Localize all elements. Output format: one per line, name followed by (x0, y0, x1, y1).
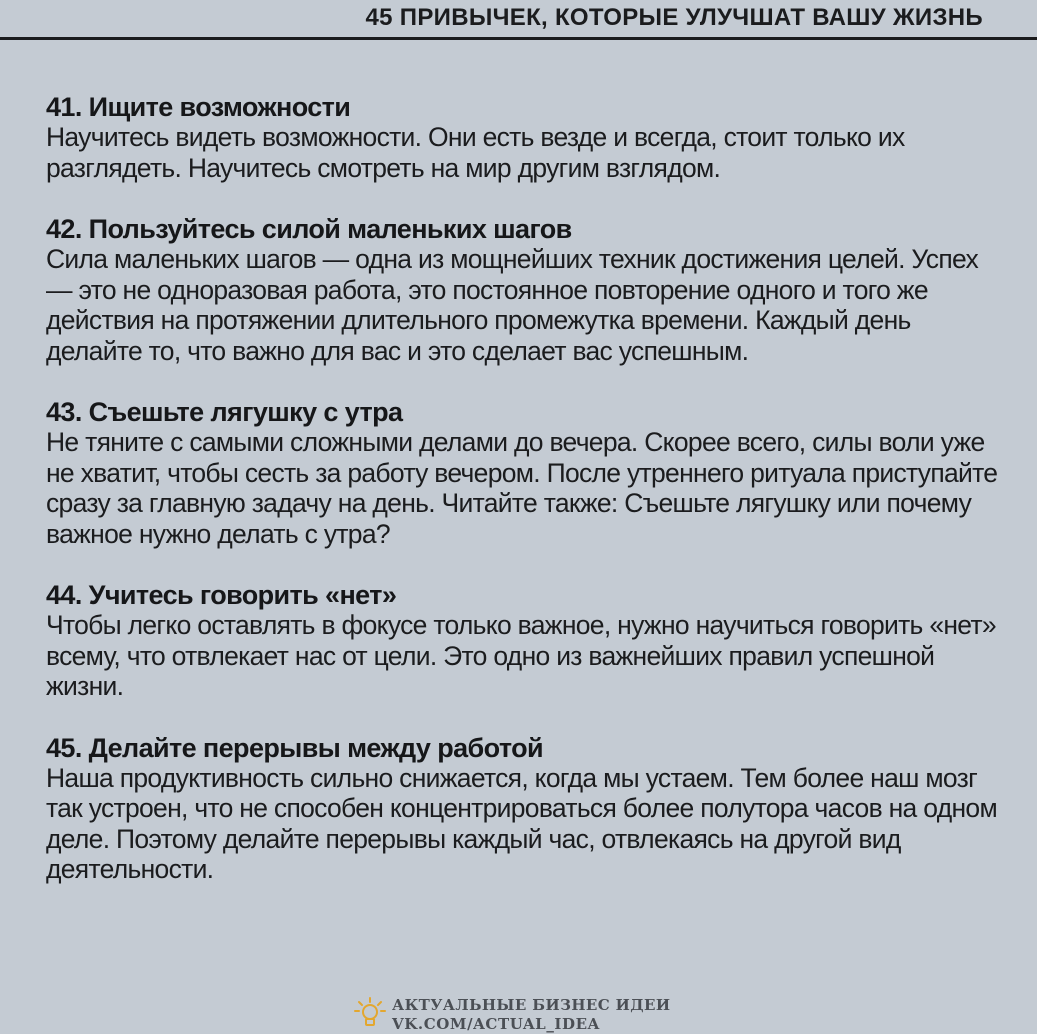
habit-item-45 (46, 733, 1006, 885)
habit-description: Сила маленьких шагов — одна из мощнейших техник достижения целей. Успех — это не одноразовая работа, это постоянное повторение одного и того же действия на протяжении длительного промежутка времени. Каждый день делайте то, что важно для вас и это сделает вас успешным. (46, 244, 978, 366)
habit-item-44 (46, 580, 1006, 702)
lightbulb-icon (354, 996, 386, 1028)
footer-watermark (354, 996, 670, 1034)
habit-description: Наша продуктивность сильно снижается, когда мы устаем. Тем более наш мозг так устроен, что не способен концентрироваться более полутора часов на одном деле. Поэтому делайте перерывы каждый час, отвлекаясь на другой вид деятельности. (46, 762, 997, 884)
habit-item-41 (46, 92, 1006, 183)
habit-description: Не тяните с самыми сложными делами до вечера. Скорее всего, силы воли уже не хватит, чтобы сесть за работу вечером. После утреннего ритуала приступайте сразу за главную задачу на день. Читайте также: Съешьте лягушку или почему важное нужно делать с утра? (46, 427, 998, 549)
habit-description: Научитесь видеть возможности. Они есть везде и всегда, стоит только их разглядеть. Научитесь смотреть на мир другим взглядом. (46, 122, 905, 183)
habit-item-42 (46, 214, 1006, 366)
habit-item-43 (46, 397, 1006, 549)
habit-description: Чтобы легко оставлять в фокусе только важное, нужно научиться говорить «нет» всему, что отвлекает нас от цели. Это одно из важнейших правил успешной жизни. (46, 610, 996, 701)
habits-list (46, 92, 1006, 916)
header-divider (0, 37, 1037, 40)
page-title: 45 ПРИВЫЧЕК, КОТОРЫЕ УЛУЧШАТ ВАШУ ЖИЗНЬ (365, 4, 983, 31)
habit-title: 41. Ищите возможности (46, 92, 351, 122)
footer-brand: АКТУАЛЬНЫЕ БИЗНЕС ИДЕИ (392, 996, 671, 1014)
habit-title: 43. Съешьте лягушку с утра (46, 397, 403, 427)
habit-title: 44. Учитесь говорить «нет» (46, 580, 397, 610)
footer-url: VK.COM/ACTUAL_IDEA (392, 1015, 600, 1033)
habit-title: 45. Делайте перерывы между работой (46, 732, 543, 763)
habit-title: 42. Пользуйтесь силой маленьких шагов (46, 214, 572, 244)
